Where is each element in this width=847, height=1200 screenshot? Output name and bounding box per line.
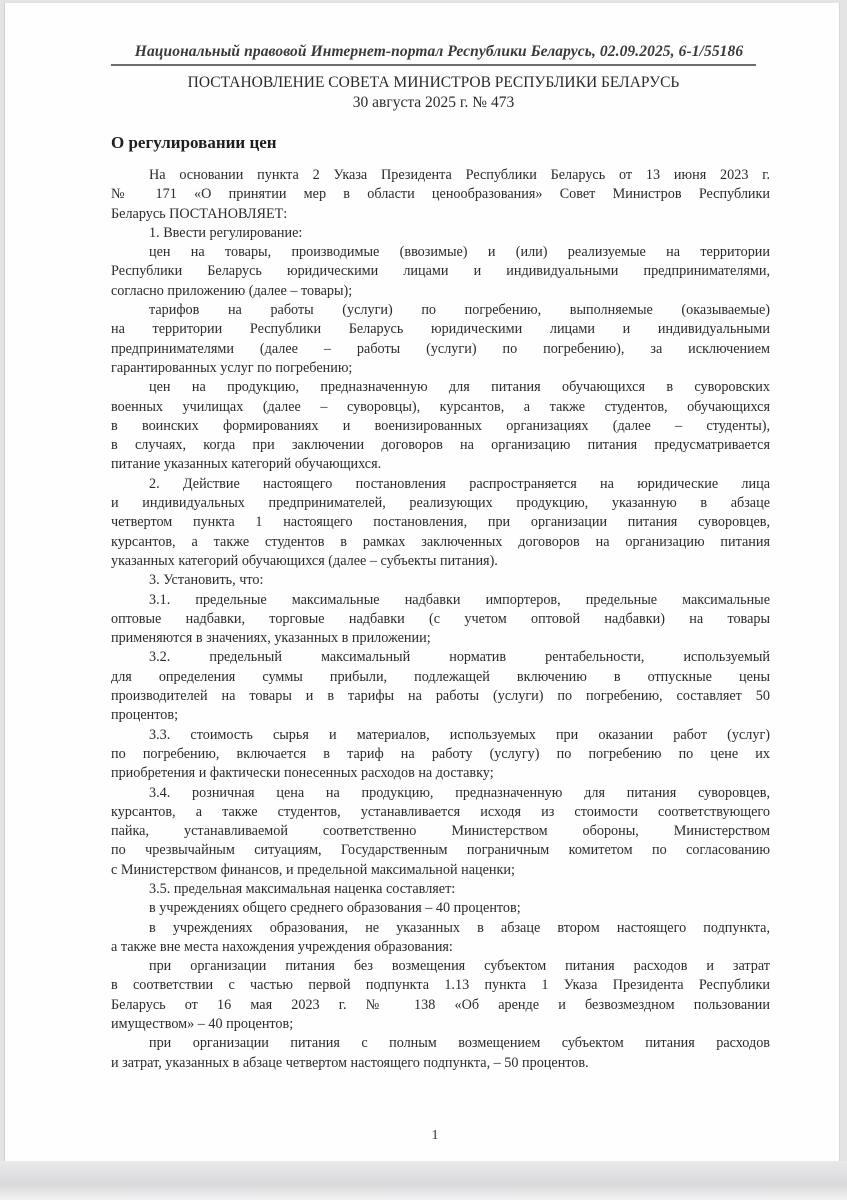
body-line: Беларусь ПОСТАНОВЛЯЕТ: [111, 205, 288, 222]
body-line: предпринимателями (далее – работы (услуги) по погребению), за исключением [111, 340, 770, 357]
body-line: цен на продукцию, предназначенную для питания обучающихся в суворовских [149, 379, 770, 396]
body-line: На основании пункта 2 Указа Президента Республики Беларусь от 13 июня 2023 г. [149, 167, 770, 183]
body-line: № 171 «О принятии мер в области ценообразования» Совет Министров Республики [111, 186, 770, 203]
portal-header: Национальный правовой Интернет-портал Республики Беларусь, 02.09.2025, 6-1/55186 [134, 43, 744, 60]
body-line: 3.1. предельные максимальные надбавки импортеров, предельные максимальные [149, 591, 770, 608]
document-title: О регулировании цен [111, 133, 277, 152]
body-line: 3.4. розничная цена на продукцию, предназначенную для питания суворовцев, [149, 784, 770, 801]
body-line: по погребению, включается в тариф на работу (услугу) по погребению по цене их [111, 745, 770, 762]
body-line: в соответствии с частью первой подпункта 1.13 пункта 1 Указа Президента Республики [111, 977, 770, 994]
body-line: в учреждениях общего среднего образования – 40 процентов; [149, 900, 521, 917]
document-type: ПОСТАНОВЛЕНИЕ СОВЕТА МИНИСТРОВ РЕСПУБЛИКИ БЕЛАРУСЬ [187, 74, 680, 91]
document-body [111, 166, 770, 1073]
page-number: 1 [431, 1128, 439, 1143]
body-line: питание указанных категорий обучающихся. [111, 456, 382, 473]
viewer-bottom-bar [0, 1161, 847, 1200]
body-line: в учреждениях образования, не указанных в абзаце втором настоящего подпункта, [149, 919, 770, 936]
body-line: курсантов, а также студентов, устанавливается исходя из стоимости соответствующего [111, 803, 770, 820]
body-line: гарантированных услуг по погребению; [111, 359, 353, 376]
body-line: на территории Республики Беларусь юридическими лицами и индивидуальными [111, 321, 770, 338]
body-line: для определения суммы прибыли, подлежащей включению в отпускные цены [111, 668, 770, 685]
document-page [5, 3, 839, 1161]
body-line: тарифов на работы (услуги) по погребению, выполняемые (оказываемые) [149, 302, 770, 319]
body-line: и затрат, указанных в абзаце четвертом настоящего подпункта, – 50 процентов. [111, 1054, 589, 1071]
body-line: 3. Установить, что: [149, 572, 264, 589]
body-line: 3.3. стоимость сырья и материалов, используемых при оказании работ (услуг) [149, 726, 770, 743]
body-line: применяются в значениях, указанных в приложении; [111, 630, 431, 647]
body-line: в случаях, когда при заключении договоров на организацию питания предусматривается [111, 437, 770, 454]
header-divider [111, 64, 756, 66]
document-page-frame [4, 3, 840, 1161]
body-line: 3.2. предельный максимальный норматив рентабельности, используемый [149, 649, 770, 666]
body-line: 2. Действие настоящего постановления распространяется на юридические лица [149, 475, 770, 492]
body-line: 3.5. предельная максимальная наценка составляет: [149, 880, 456, 897]
body-line: военных училищах (далее – суворовцы), курсантов, а также студентов, обучающихся [111, 398, 770, 415]
body-line: имуществом» – 40 процентов; [111, 1016, 294, 1033]
body-line: пайка, устанавливаемой соответственно Министерством обороны, Министерством [111, 823, 770, 840]
body-line: при организации питания без возмещения субъектом питания расходов и затрат [149, 958, 770, 975]
body-line: и индивидуальных предпринимателей, реализующих продукцию, указанную в абзаце [111, 495, 770, 512]
body-line: цен на товары, производимые (ввозимые) и (или) реализуемые на территории [149, 244, 770, 261]
body-line: четвертом пункта 1 настоящего постановления, при организации питания суворовцев, [111, 514, 770, 531]
body-line: а также вне места нахождения учреждения образования: [111, 938, 453, 955]
body-line: приобретения и фактически понесенных расходов на доставку; [111, 765, 494, 782]
body-line: оптовые надбавки, торговые надбавки (с учетом оптовой надбавки) на товары [111, 610, 770, 627]
document-date-number: 30 августа 2025 г. № 473 [352, 94, 515, 111]
body-line: с Министерством финансов, и предельной максимальной наценки; [111, 861, 515, 878]
body-line: в воинских формированиях и военизированных организациях (далее – студенты), [111, 417, 770, 434]
body-line: при организации питания с полным возмещением субъектом питания расходов [149, 1035, 770, 1052]
body-line: Республики Беларусь юридическими лицами и индивидуальными предпринимателями, [111, 263, 770, 280]
body-line: согласно приложению (далее – товары); [111, 282, 353, 299]
body-line: производителей на товары и в тарифы на работы (услуги) по погребению, составляет 50 [111, 688, 770, 705]
body-line: Беларусь от 16 мая 2023 г. № 138 «Об аренде и безвозмездном пользовании [111, 996, 770, 1013]
body-line: курсантов, а также студентов в рамках заключенных договоров на организацию питания [111, 533, 770, 550]
body-line: 1. Ввести регулирование: [149, 224, 303, 241]
body-line: указанных категорий обучающихся (далее – субъекты питания). [111, 552, 498, 569]
body-line: по чрезвычайным ситуациям, Государственным пограничным комитетом по согласованию [111, 842, 770, 859]
body-line: процентов; [111, 707, 179, 724]
